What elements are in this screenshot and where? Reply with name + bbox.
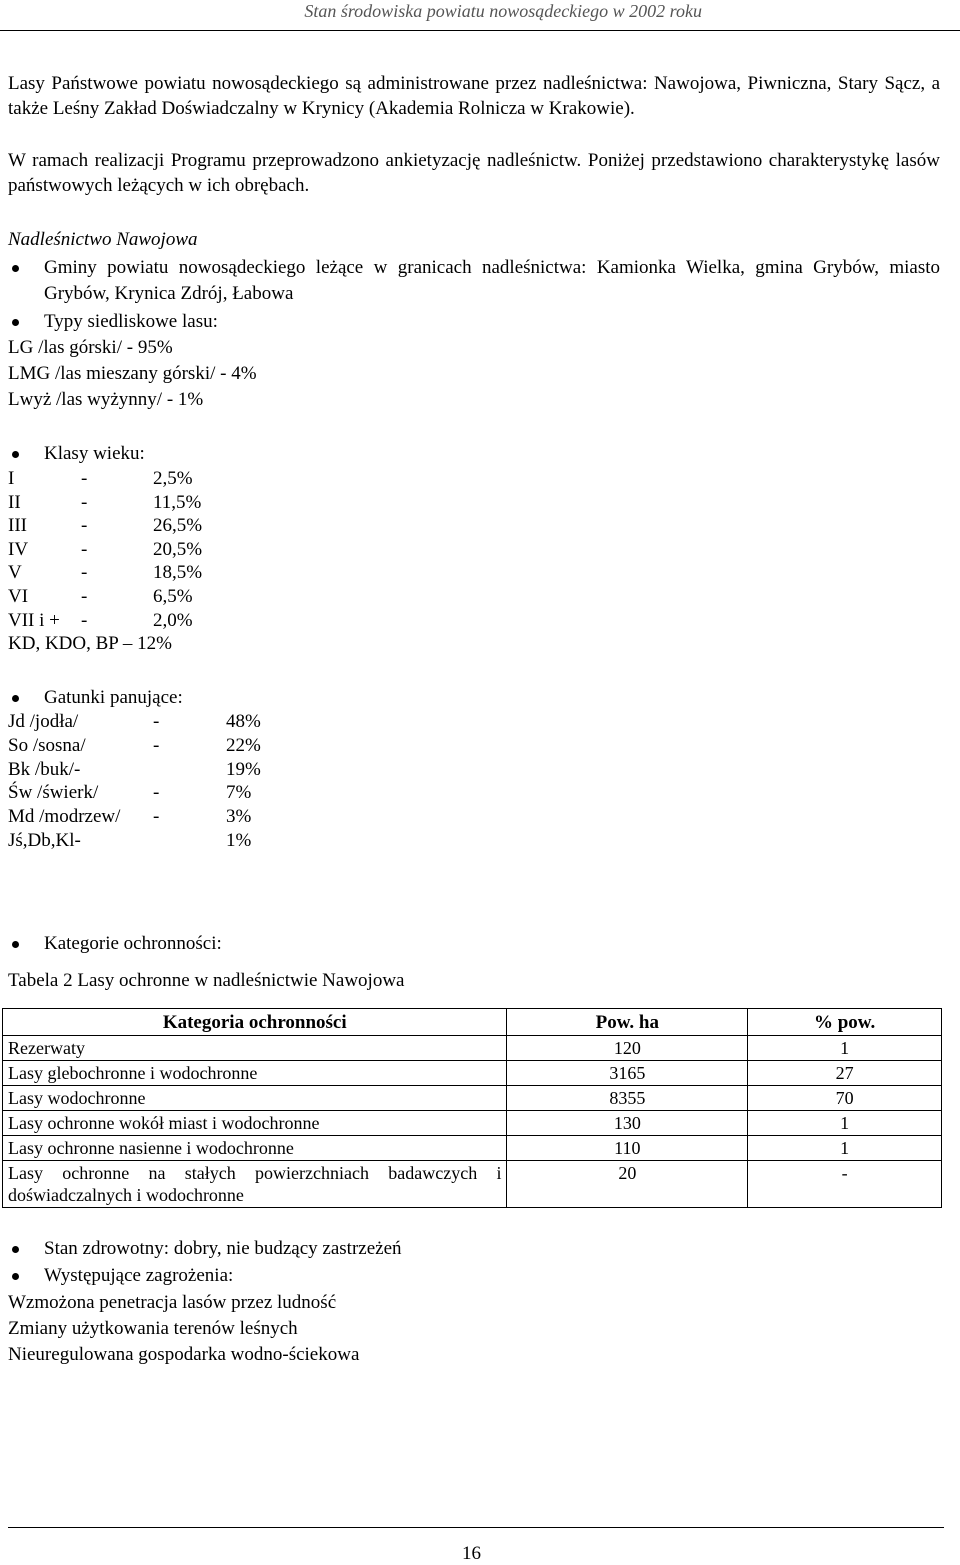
table-cell: 70 xyxy=(748,1086,942,1111)
page-number: 16 xyxy=(462,1543,481,1564)
page-header xyxy=(0,0,960,31)
table-header-cell: % pow. xyxy=(748,1009,942,1036)
bullet-typy xyxy=(8,309,940,335)
bullet-kategorie xyxy=(8,931,940,957)
table-cell: 130 xyxy=(507,1111,748,1136)
klasy-extra: KD, KDO, BP – 12% xyxy=(8,633,172,654)
bullet-icon xyxy=(12,451,19,458)
table-cell: 1 xyxy=(748,1111,942,1136)
table-cell: Lasy ochronne nasienne i wodochronne xyxy=(3,1136,507,1161)
table-cell: 1 xyxy=(748,1136,942,1161)
bullet-icon xyxy=(12,319,19,326)
table-row xyxy=(3,1161,942,1208)
bullet-icon xyxy=(12,941,19,948)
table-caption: Tabela 2 Lasy ochronne w nadleśnictwie Nawojowa xyxy=(8,970,405,991)
table-header-cell: Kategoria ochronności xyxy=(3,1009,507,1036)
bullet-gatunki xyxy=(8,685,940,711)
bullet-icon xyxy=(12,1246,19,1253)
zagrozenie-item: Zmiany użytkowania terenów leśnych xyxy=(8,1318,298,1339)
table-header-cell: Pow. ha xyxy=(507,1009,748,1036)
bullet-icon xyxy=(12,1273,19,1280)
table-cell: 27 xyxy=(748,1061,942,1086)
typy-item: LG /las górski/ - 95% xyxy=(8,337,173,358)
section-title: Nadleśnictwo Nawojowa xyxy=(8,229,198,250)
intro-paragraph-2: W ramach realizacji Programu przeprowadzono ankietyzację nadleśnictw. Poniżej przedstawiono charakterystykę lasów państwowych leżących w ich obrębach. xyxy=(8,150,940,196)
bullet-zagrozenia xyxy=(8,1263,940,1289)
bullet-gminy xyxy=(8,255,940,307)
table-cell: 120 xyxy=(507,1036,748,1061)
typy-item: Lwyż /las wyżynny/ - 1% xyxy=(8,389,204,410)
bullet-stan xyxy=(8,1236,940,1262)
protection-table xyxy=(2,1008,942,1208)
stan-text: Stan zdrowotny: dobry, nie budzący zastrzeżeń xyxy=(44,1238,402,1259)
intro-paragraph-1: Lasy Państwowe powiatu nowosądeckiego są administrowane przez nadleśnictwa: Nawojowa, Piwniczna, Stary Sącz, a także Leśny Zakład Doświadczalny w Krynicy (Akademia Rolnicza w Krakowie). xyxy=(8,73,940,119)
typy-item: LMG /las mieszany górski/ - 4% xyxy=(8,363,257,384)
klasy-title: Klasy wieku: xyxy=(44,443,145,464)
bullet-icon xyxy=(12,265,19,272)
table-cell: Lasy wodochronne xyxy=(3,1086,507,1111)
table-cell: 3165 xyxy=(507,1061,748,1086)
table-row xyxy=(3,1136,942,1161)
table-cell: Lasy ochronne na stałych powierzchniach badawczych i doświadczalnych i wodochronne xyxy=(3,1161,507,1208)
header-title: Stan środowiska powiatu nowosądeckiego w 2002 roku xyxy=(304,1,702,21)
table-row xyxy=(3,1036,942,1061)
table-cell: Rezerwaty xyxy=(3,1036,507,1061)
table-cell: 110 xyxy=(507,1136,748,1161)
table-row xyxy=(3,1061,942,1086)
gatunki-title: Gatunki panujące: xyxy=(44,687,183,708)
table-cell: 8355 xyxy=(507,1086,748,1111)
table-row xyxy=(3,1086,942,1111)
zagrozenie-item: Wzmożona penetracja lasów przez ludność xyxy=(8,1292,337,1313)
gminy-text: Gminy powiatu nowosądeckiego leżące w granicach nadleśnictwa: Kamionka Wielka, gmina Grybów, miasto Grybów, Krynica Zdrój, Łabowa xyxy=(44,257,940,304)
table-cell: Lasy glebochronne i wodochronne xyxy=(3,1061,507,1086)
table-cell: 1 xyxy=(748,1036,942,1061)
table-cell: - xyxy=(748,1161,942,1208)
bullet-icon xyxy=(12,695,19,702)
bullet-klasy xyxy=(8,441,940,467)
zagrozenie-item: Nieuregulowana gospodarka wodno-ściekowa xyxy=(8,1344,360,1365)
zagrozenia-title: Występujące zagrożenia: xyxy=(44,1265,234,1286)
table-row xyxy=(3,1111,942,1136)
typy-title: Typy siedliskowe lasu: xyxy=(44,311,218,332)
table-cell: Lasy ochronne wokół miast i wodochronne xyxy=(3,1111,507,1136)
table-cell: 20 xyxy=(507,1161,748,1208)
footer-divider xyxy=(8,1527,944,1528)
table-header-row xyxy=(3,1009,942,1036)
kategorie-title: Kategorie ochronności: xyxy=(44,933,222,954)
